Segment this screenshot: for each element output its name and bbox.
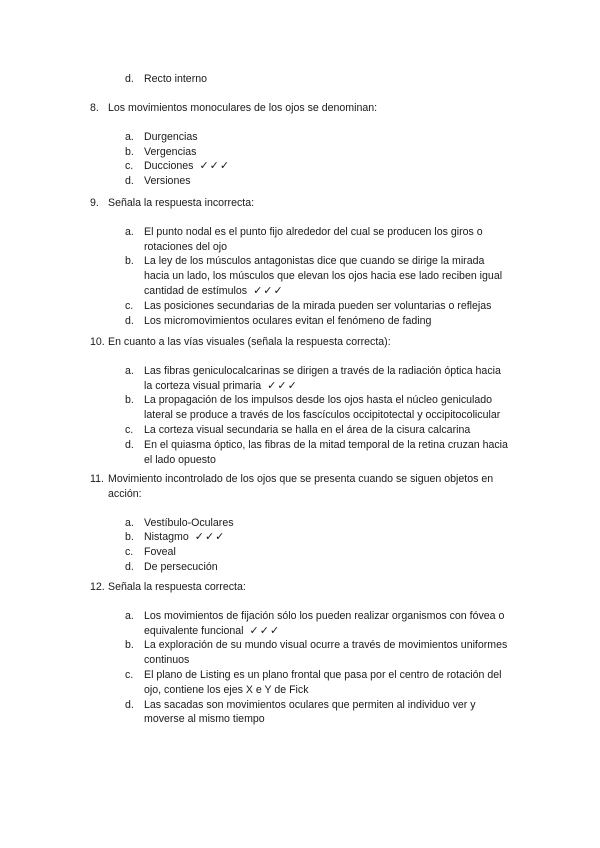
option-line [144, 530, 225, 544]
question-number: 11. [90, 473, 104, 485]
option-letter: a. [125, 130, 134, 143]
option-letter: d. [125, 314, 134, 327]
option-letter: b. [125, 394, 134, 407]
option-letter: b. [125, 639, 134, 652]
question-text: acción: [108, 487, 142, 500]
option-text: La corteza visual secundaria se halla en el área de la cisura calcarina [144, 424, 471, 436]
option-line [144, 624, 280, 638]
option-text: continuos [144, 654, 190, 667]
option-letter: b. [125, 531, 134, 544]
option-letter: c. [125, 424, 134, 436]
checkmark-icon: ✓✓✓ [194, 530, 226, 544]
question-text: Los movimientos monoculares de los ojos se denominan: [108, 102, 378, 114]
option-letter: c. [125, 160, 134, 173]
option-text: el lado opuesto [144, 453, 216, 466]
checkmark-icon: ✓✓✓ [267, 378, 298, 392]
option-text: cantidad de estímulos [144, 285, 248, 297]
question-text: Movimiento incontrolado de los ojos que se presenta cuando se siguen objetos en [108, 473, 494, 485]
option-text: Vestíbulo-Oculares [144, 516, 234, 529]
option-text: Vergencias [144, 145, 197, 158]
option-text: Ducciones [144, 160, 194, 173]
option-letter: b. [125, 145, 134, 158]
option-text: Foveal [144, 546, 176, 559]
option-letter: a. [125, 225, 134, 238]
option-text: Las sacadas son movimientos oculares que permiten al individuo ver y [144, 698, 476, 711]
question-number: 9. [90, 197, 99, 209]
option-text: lateral se produce a través de los fascículos occipitotectal y occipitocolicular [144, 409, 501, 422]
option-text: Nistagmo [144, 531, 189, 544]
option-text: Las fibras geniculocalcarinas se dirigen a través de la radiación óptica hacia [144, 364, 501, 377]
checkmark-icon: ✓✓✓ [253, 284, 284, 297]
option-text: Recto interno [144, 73, 208, 85]
option-text: En el quiasma óptico, las fibras de la mitad temporal de la retina cruzan hacia [144, 438, 508, 451]
option-text: De persecución [144, 561, 218, 573]
option-letter: d. [125, 73, 134, 85]
option-letter: d. [125, 561, 134, 573]
option-letter: b. [125, 255, 134, 268]
option-line [144, 159, 230, 173]
option-letter: d. [125, 438, 134, 451]
option-letter: c. [125, 299, 134, 312]
question-number: 10. [90, 336, 105, 348]
question-text: Señala la respuesta correcta: [108, 581, 246, 593]
option-text: rotaciones del ojo [144, 240, 228, 253]
checkmark-icon: ✓✓✓ [199, 159, 231, 173]
option-line [144, 284, 284, 298]
option-letter: d. [125, 698, 134, 711]
question-text: En cuanto a las vías visuales (señala la respuesta correcta): [108, 336, 391, 348]
option-text: Los micromovimientos oculares evitan el fenómeno de fading [144, 314, 432, 327]
option-text: La propagación de los impulsos desde los ojos hasta el núcleo geniculado [144, 394, 493, 407]
option-text: La ley de los músculos antagonistas dice que cuando se dirige la mirada [144, 255, 485, 268]
option-letter: a. [125, 609, 134, 622]
option-text: hacia un lado, los músculos que elevan los ojos hacia ese lado reciben igual [144, 270, 503, 283]
option-text: Los movimientos de fijación sólo los pueden realizar organismos con fóvea o [144, 609, 505, 622]
option-text: la corteza visual primaria [144, 379, 262, 392]
question-text: Señala la respuesta incorrecta: [108, 197, 255, 209]
option-text: moverse al mismo tiempo [144, 713, 265, 726]
option-letter: c. [125, 669, 134, 681]
option-text: El punto nodal es el punto fijo alrededor del cual se producen los giros o [144, 225, 483, 238]
option-letter: c. [125, 546, 134, 559]
question-number: 12. [90, 581, 105, 593]
option-letter: a. [125, 516, 134, 529]
option-text: Las posiciones secundarias de la mirada pueden ser voluntarias o reflejas [144, 299, 492, 312]
question-number: 8. [90, 102, 99, 114]
option-line [144, 379, 298, 393]
option-letter: a. [125, 364, 134, 377]
option-text: El plano de Listing es un plano frontal que pasa por el centro de rotación del [144, 669, 502, 681]
option-text: Versiones [144, 175, 191, 188]
option-letter: d. [125, 175, 134, 188]
option-text: Durgencias [144, 130, 198, 143]
option-text: ojo, contiene los ejes X e Y de Fick [144, 683, 309, 696]
checkmark-icon: ✓✓✓ [249, 623, 281, 637]
option-text: La exploración de su mundo visual ocurre a través de movimientos uniformes [144, 639, 508, 652]
option-text: equivalente funcional [144, 624, 244, 637]
